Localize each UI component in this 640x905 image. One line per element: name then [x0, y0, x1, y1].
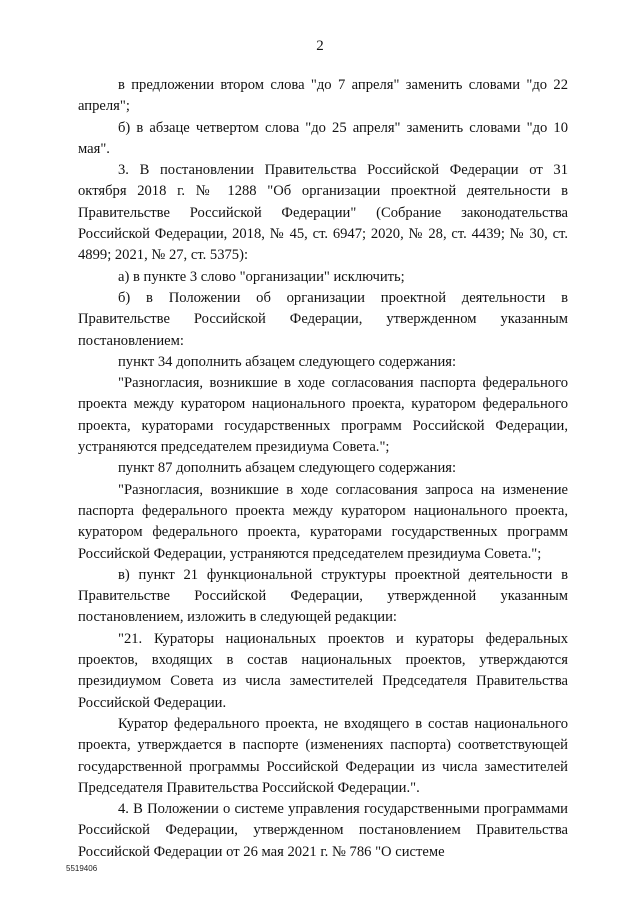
paragraph-11: "21. Кураторы национальных проектов и кураторы федеральных проектов, входящих в состав национальных проектов, утверждаются президиумом Совета из числа заместителей Председателя Правительства Российской Федерации.	[78, 630, 568, 711]
paragraph-6: пункт 34 дополнить абзацем следующего содержания:	[118, 353, 457, 370]
paragraph-5: б) в Положении об организации проектной деятельности в Правительстве Российской Федерации, утвержденном указанным постановлением:	[78, 289, 568, 349]
paragraph-1: в предложении втором слова "до 7 апреля" заменить словами "до 22 апреля";	[78, 77, 568, 115]
paragraph-10: в) пункт 21 функциональной структуры проектной деятельности в Правительстве Российской Федерации, утвержденной указанным постановлением, изложить в следующей редакции:	[78, 566, 568, 626]
document-id: 5519406	[66, 864, 98, 873]
paragraph-7: "Разногласия, возникшие в ходе согласования паспорта федерального проекта между куратором национального проекта, куратором федерального проекта, кураторами государственных программ Российской Федерации, устраняются председателем президиума Совета.";	[78, 375, 568, 456]
paragraph-12: Куратор федерального проекта, не входящего в состав национального проекта, утверждается в паспорте (изменениях паспорта) соответствующей государственной программы Российской Федерации из числа заместителей Председателя Правительства Российской Федерации.".	[78, 715, 568, 796]
page-number: 2	[316, 38, 324, 54]
paragraph-9: "Разногласия, возникшие в ходе согласования запроса на изменение паспорта федерального проекта между куратором национального проекта, куратором федерального проекта, кураторами государственных программ Российской Федерации, устраняются председателем президиума Совета.";	[78, 481, 568, 562]
paragraph-2: б) в абзаце четвертом слова "до 25 апреля" заменить словами "до 10 мая".	[78, 119, 568, 157]
paragraph-13: 4. В Положении о системе управления государственными программами Российской Федерации, утвержденном постановлением Правительства Российской Федерации от 26 мая 2021 г. № 786 "О системе	[78, 801, 568, 860]
paragraph-8: пункт 87 дополнить абзацем следующего содержания:	[118, 460, 457, 477]
document-body	[78, 75, 568, 863]
paragraph-3: 3. В постановлении Правительства Российской Федерации от 31 октября 2018 г. № 1288 "Об организации проектной деятельности в Правительстве Российской Федерации" (Собрание законодательства Российской Федерации, 2018, № 45, ст. 6947; 2020, № 28, ст. 4439; № 30, ст. 4899; 2021, № 27, ст. 5375):	[78, 162, 568, 264]
paragraph-4: а) в пункте 3 слово "организации" исключить;	[118, 268, 405, 285]
